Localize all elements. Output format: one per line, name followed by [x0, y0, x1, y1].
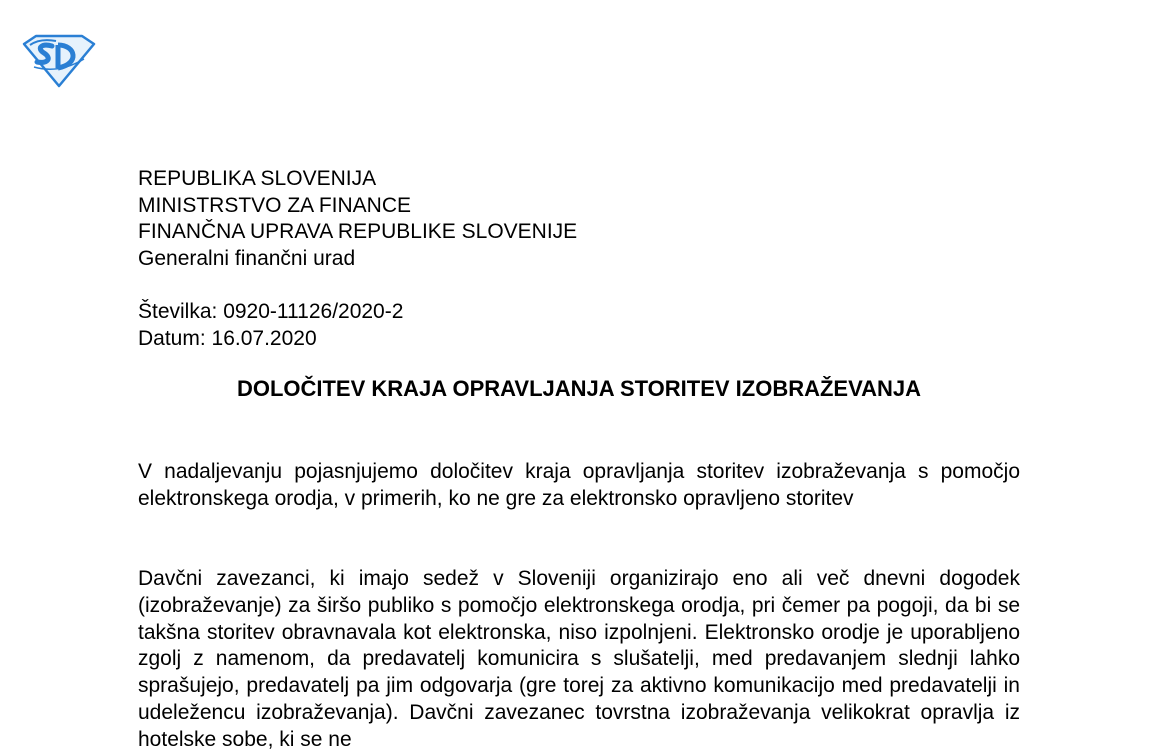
header-ministry: MINISTRSTVO ZA FINANCE [138, 193, 412, 217]
document-title: DOLOČITEV KRAJA OPRAVLJANJA STORITEV IZOBRAŽEVANJA [236, 376, 922, 401]
header-office: Generalni finančni urad [138, 247, 356, 271]
document-meta [138, 299, 403, 352]
header-country: REPUBLIKA SLOVENIJA [138, 167, 377, 190]
sd-logo-icon [22, 34, 96, 88]
paragraph-body: Davčni zavezanci, ki imajo sedež v Sloveniji organizirajo eno ali več dnevni dogodek (izobraževanje) za širšo publiko s pomočjo elektronskega orodja, pri čemer pa pogoji, da bi se takšna storitev obravnavala kot elektronska, niso izpolnjeni. Elektronsko orodje je uporabljeno zgolj z namenom, da predavatelj komunicira s slušatelji, med predavanjem slednji lahko sprašujejo, predavatelj pa jim odgovarja (gre torej za aktivno komunikacijo med predavatelji in udeležencu izobraževanja). Davčni zavezanec tovrstna izobraževanja velikokrat opravlja iz hotelske sobe, ki se ne [138, 567, 1020, 751]
document-date: Datum: 16.07.2020 [138, 326, 317, 350]
document-number: Številka: 0920-11126/2020-2 [138, 300, 404, 323]
header-administration: FINANČNA UPRAVA REPUBLIKE SLOVENIJE [138, 220, 578, 244]
paragraph-intro: V nadaljevanju pojasnjujemo določitev kraja opravljanja storitev izobraževanja s pomočjo elektronskega orodja, v primerih, ko ne gre za elektronsko opravljeno storitev [138, 460, 1020, 510]
issuer-header [138, 166, 577, 273]
